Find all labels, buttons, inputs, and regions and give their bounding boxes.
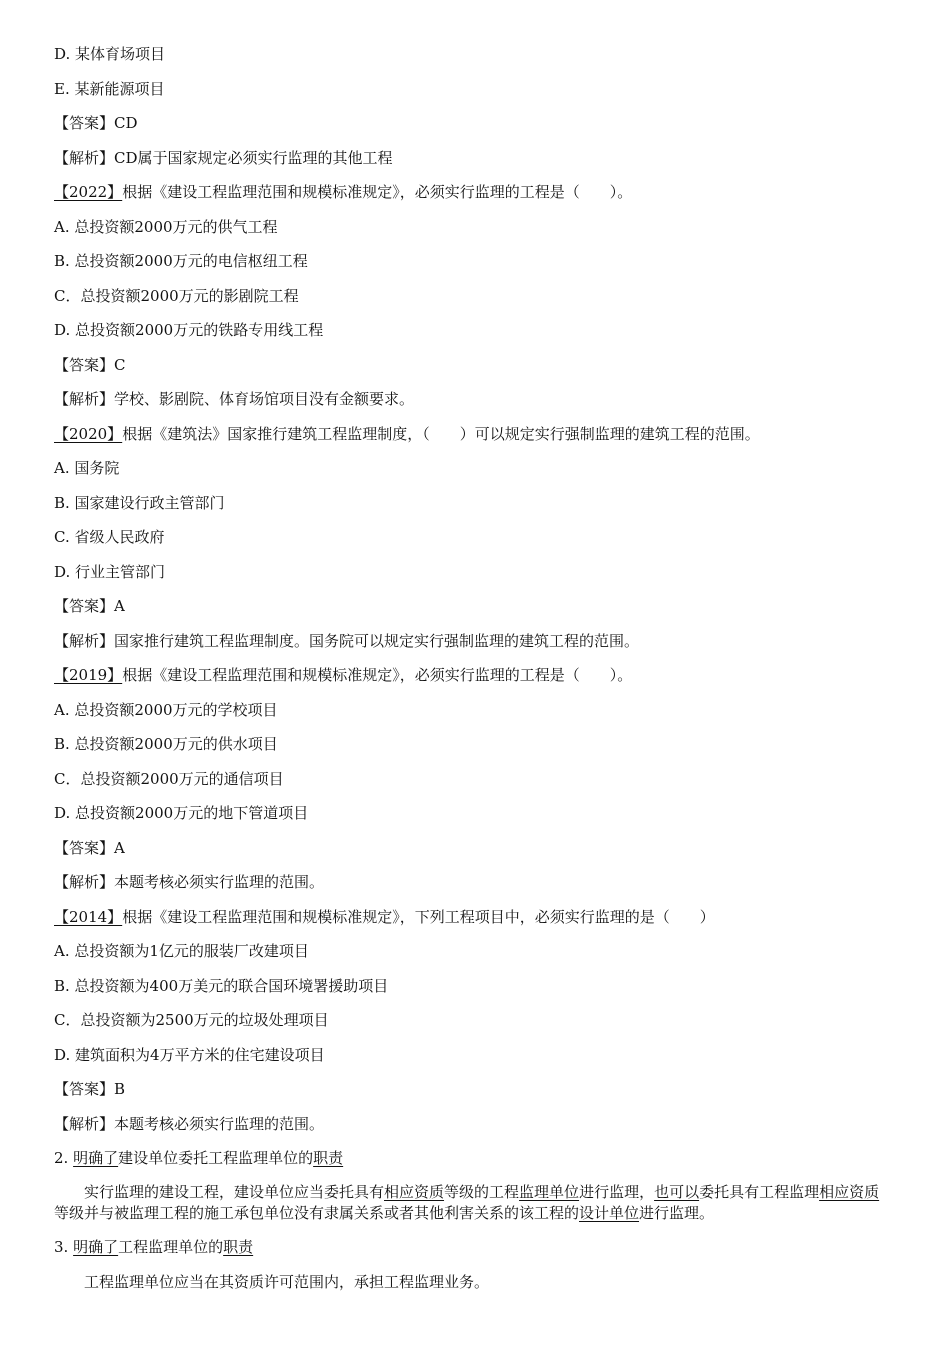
q2-analysis: 【解析】国家推行建筑工程监理制度。国务院可以规定实行强制监理的建筑工程的范围。	[54, 632, 640, 650]
section-3-heading	[54, 1237, 253, 1257]
q2-year: 【2020】	[54, 425, 123, 443]
section-3-body: 工程监理单位应当在其资质许可范围内，承担工程监理业务。	[84, 1273, 490, 1291]
q4-year: 【2014】	[54, 908, 123, 926]
s2-text-10: 设计单位	[579, 1204, 640, 1222]
q1-analysis: 【解析】学校、影剧院、体育场馆项目没有金额要求。	[54, 390, 415, 408]
q2-option-d: D. 行业主管部门	[54, 563, 166, 581]
q0-option-d: D. 某体育场项目	[54, 45, 166, 63]
q0-answer: 【答案】CD	[54, 114, 138, 132]
s2-text-11: 进行监理。	[639, 1204, 715, 1222]
q3-year: 【2019】	[54, 666, 123, 684]
section-3-heading-c: 职责	[223, 1238, 254, 1256]
q3-option-d: D. 总投资额2000万元的地下管道项目	[54, 804, 309, 822]
s2-text-8: 相应资质	[819, 1183, 880, 1201]
q1-option-c: C．总投资额2000万元的影剧院工程	[54, 287, 299, 305]
section-2-heading-a: 明确了	[73, 1149, 119, 1167]
q2-option-a: A. 国务院	[54, 459, 120, 477]
q3-stem-line	[54, 665, 632, 685]
q3-option-a: A. 总投资额2000万元的学校项目	[54, 701, 278, 719]
q4-stem-line	[54, 907, 715, 927]
s2-text-2: 相应资质	[384, 1183, 445, 1201]
s2-text-6: 也可以	[654, 1183, 700, 1201]
q3-stem: 根据《建设工程监理范围和规模标准规定》，必须实行监理的工程是（ ）。	[122, 666, 633, 684]
s2-text-3: 等级的工程	[444, 1183, 520, 1201]
q1-option-a: A. 总投资额2000万元的供气工程	[54, 218, 278, 236]
s2-text-1: 实行监理的建设工程，建设单位应当委托具有	[84, 1183, 385, 1201]
q0-analysis: 【解析】CD属于国家规定必须实行监理的其他工程	[54, 149, 393, 167]
q2-option-b: B. 国家建设行政主管部门	[54, 494, 225, 512]
q4-stem: 根据《建设工程监理范围和规模标准规定》，下列工程项目中，必须实行监理的是（ ）	[122, 908, 715, 926]
q2-stem-line	[54, 424, 760, 444]
section-2-heading-c: 职责	[313, 1149, 344, 1167]
q4-analysis: 【解析】本题考核必须实行监理的范围。	[54, 1115, 325, 1133]
s2-text-7: 委托具有工程监理	[699, 1183, 820, 1201]
q4-option-c: C．总投资额为2500万元的垃圾处理项目	[54, 1011, 329, 1029]
q3-analysis: 【解析】本题考核必须实行监理的范围。	[54, 873, 325, 891]
s2-text-9: 等级并与被监理工程的施工承包单位没有隶属关系或者其他利害关系的该工程的	[54, 1204, 580, 1222]
q4-answer: 【答案】B	[54, 1080, 126, 1098]
q2-answer: 【答案】A	[54, 597, 125, 615]
q0-option-e: E. 某新能源项目	[54, 80, 165, 98]
q1-option-b: B. 总投资额2000万元的电信枢纽工程	[54, 252, 308, 270]
section-2-heading-b: 建设单位委托工程监理单位的	[118, 1149, 314, 1167]
q1-stem: 根据《建设工程监理范围和规模标准规定》，必须实行监理的工程是（ ）。	[122, 183, 633, 201]
section-2-paragraph	[54, 1182, 884, 1224]
section-3-number: 3.	[54, 1238, 69, 1256]
s2-text-4: 监理单位	[519, 1183, 580, 1201]
q1-answer: 【答案】C	[54, 356, 126, 374]
q2-stem: 根据《建筑法》国家推行建筑工程监理制度，（ ）可以规定实行强制监理的建筑工程的范围。	[122, 425, 760, 443]
q4-option-b: B. 总投资额为400万美元的联合国环境署援助项目	[54, 977, 389, 995]
section-2-number: 2.	[54, 1149, 69, 1167]
section-3-heading-b: 工程监理单位的	[118, 1238, 224, 1256]
q3-answer: 【答案】A	[54, 839, 125, 857]
q3-option-b: B. 总投资额2000万元的供水项目	[54, 735, 278, 753]
q1-option-d: D. 总投资额2000万元的铁路专用线工程	[54, 321, 324, 339]
q2-option-c: C. 省级人民政府	[54, 528, 165, 546]
section-3-heading-a: 明确了	[73, 1238, 119, 1256]
q3-option-c: C．总投资额2000万元的通信项目	[54, 770, 284, 788]
s2-text-5: 进行监理，	[579, 1183, 655, 1201]
q4-option-d: D. 建筑面积为4万平方米的住宅建设项目	[54, 1046, 325, 1064]
q1-year: 【2022】	[54, 183, 123, 201]
q1-stem-line	[54, 182, 632, 202]
q4-option-a: A. 总投资额为1亿元的服装厂改建项目	[54, 942, 309, 960]
section-2-heading	[54, 1148, 343, 1168]
